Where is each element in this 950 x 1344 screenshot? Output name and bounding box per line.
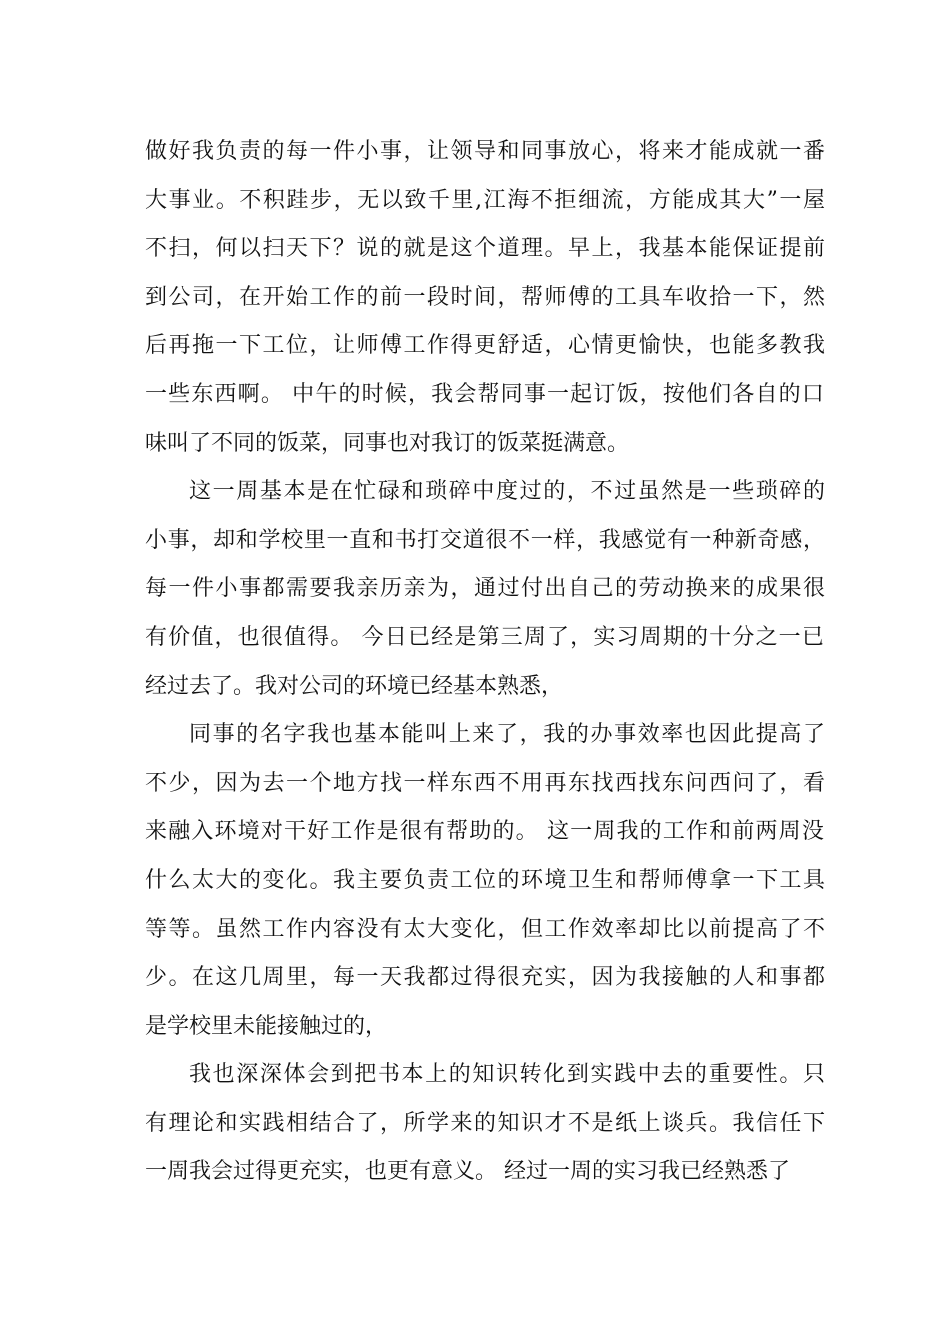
text-line: 每一件小事都需要我亲历亲为，通过付出自己的劳动换来的成果很 [145,576,827,602]
text-line: 经过去了。我对公司的环境已经基本熟悉， [145,673,564,699]
text-line: 有理论和实践相结合了，所学来的知识才不是纸上谈兵。我信任下 [145,1110,827,1136]
body-text [145,128,825,1197]
paragraph-first-line: 同事的名字我也基本能叫上来了，我的办事效率也因此提高了 [189,722,827,748]
text-line: 后再拖一下工位，让师傅工作得更舒适，心情更愉快，也能多教我 [145,333,827,359]
text-line: 到公司，在开始工作的前一段时间，帮师傅的工具车收拾一下，然 [145,284,827,310]
text-line: 有价值，也很值得。 今日已经是第三周了，实习周期的十分之一已 [145,624,825,650]
text-line: 做好我负责的每一件小事，让领导和同事放心，将来才能成就一番 [145,139,827,164]
text-line: 一周我会过得更充实，也更有意义。 经过一周的实习我已经熟悉了 [145,1159,790,1185]
text-line: 等等。虽然工作内容没有太大变化，但工作效率却比以前提高了不 [145,916,827,942]
paragraph-first-line: 我也深深体会到把书本上的知识转化到实践中去的重要性。只 [189,1062,827,1088]
text-line: 来融入环境对干好工作是很有帮助的。 这一周我的工作和前两周没 [145,819,825,845]
text-line: 不少，因为去一个地方找一样东西不用再东找西找东问西问了，看 [145,770,827,796]
text-line: 什么太大的变化。我主要负责工位的环境卫生和帮师傅拿一下工具 [145,867,827,893]
text-line: 少。在这几周里，每一天我都过得很充实，因为我接触的人和事都 [145,965,827,991]
text-line: 是学校里未能接触过的， [145,1013,388,1039]
text-line: 一些东西啊。 中午的时候，我会帮同事一起订饭，按他们各自的口 [145,381,825,407]
text-line: 大事业。不积跬步，无以致千里,江海不拒细流，方能成其大”一屋 [145,187,827,213]
text-line: 小事，却和学校里一直和书打交道很不一样，我感觉有一种新奇感， [145,527,826,553]
text-line: 味叫了不同的饭菜，同事也对我订的饭菜挺满意。 [145,430,630,456]
text-line: 不扫，何以扫天下？说的就是这个道理。早上，我基本能保证提前 [145,236,827,262]
paragraph-first-line: 这一周基本是在忙碌和琐碎中度过的，不过虽然是一些琐碎的 [189,479,827,505]
